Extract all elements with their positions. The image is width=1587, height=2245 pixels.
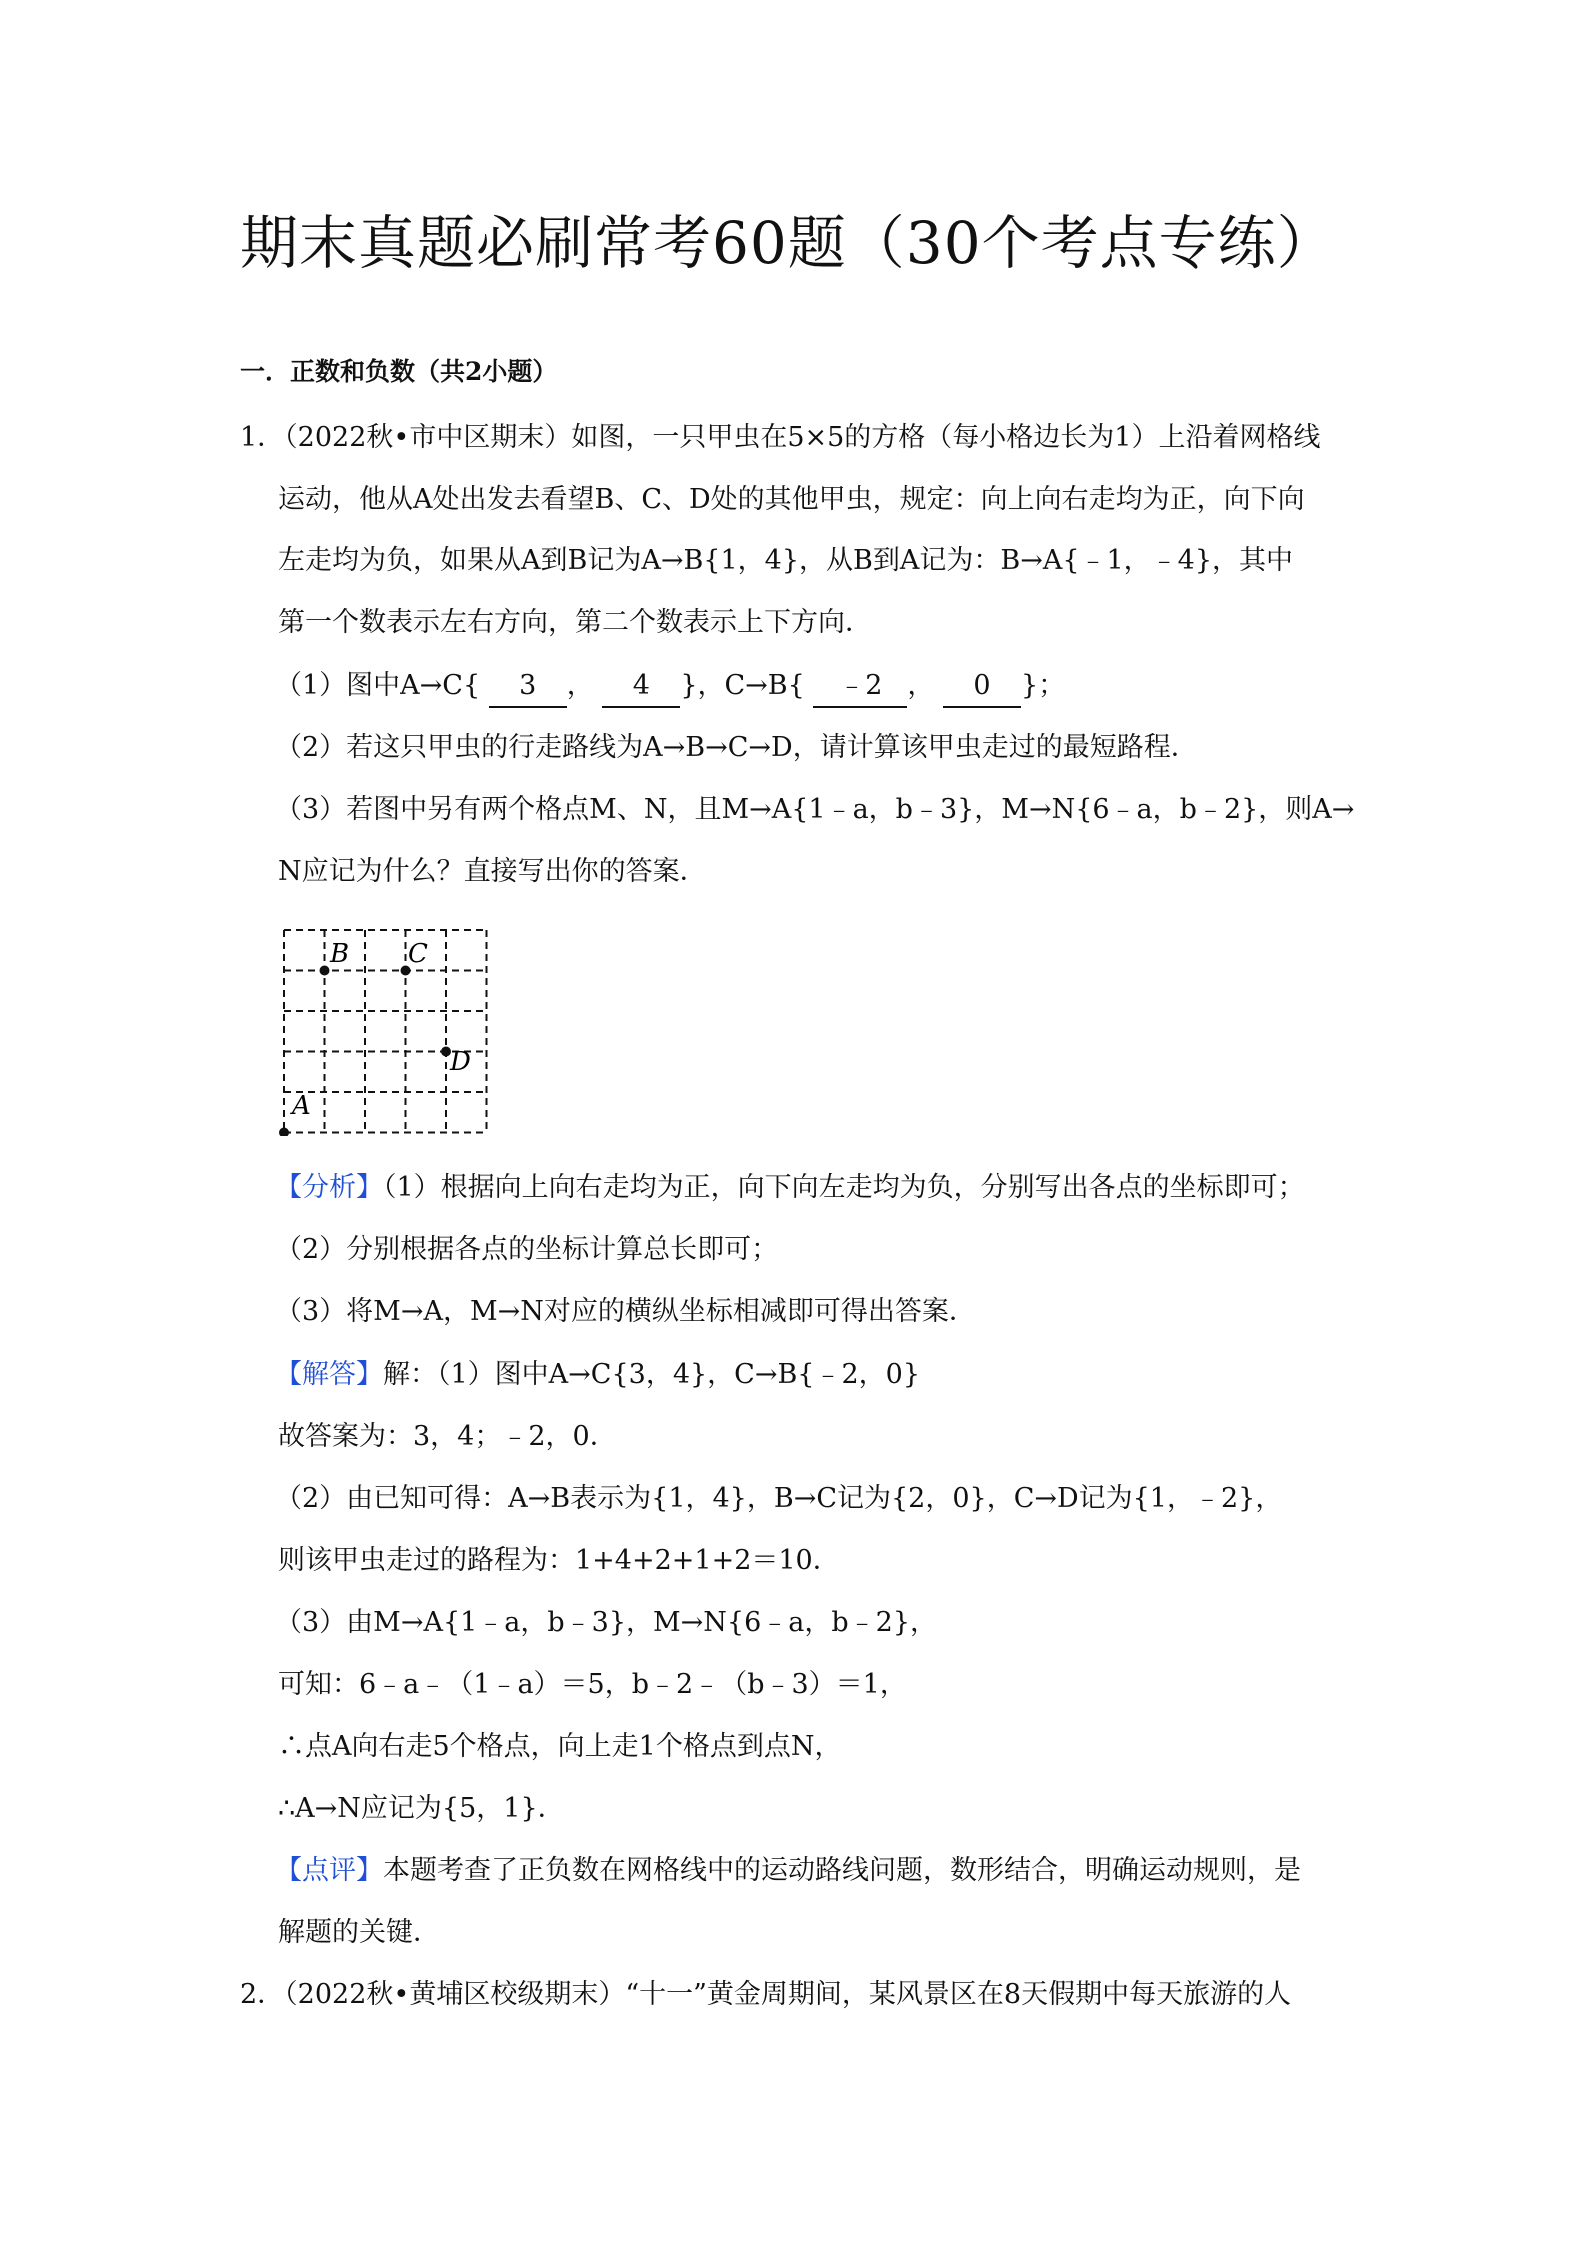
q1-part1-suffix: }； bbox=[1021, 670, 1066, 701]
solution-line-6: 可知：6﹣a﹣（1﹣a）＝5，b﹣2﹣（b﹣3）＝1， bbox=[278, 1669, 907, 1700]
q1-part-2: （2）若这只甲虫的行走路线为A→B→C→D，请计算该甲虫走过的最短路程． bbox=[275, 732, 1198, 763]
analysis-text-1: （1）根据向上向右走均为正，向下向左走均为负，分别写出各点的坐标即可； bbox=[383, 1172, 1305, 1203]
solution-line-7: ∴点A向右走5个格点，向上走1个格点到点N， bbox=[278, 1731, 842, 1762]
analysis-line-1 bbox=[275, 1168, 1305, 1208]
q1-line-3: 左走均为负，如果从A到B记为A→B{1，4}，从B到A记为：B→A{﹣1，﹣4}，其中 bbox=[278, 545, 1294, 576]
analysis-line-3: （3）将M→A，M→N对应的横纵坐标相减即可得出答案． bbox=[275, 1296, 976, 1327]
point-A bbox=[279, 1128, 289, 1137]
page-title: 期末真题必刷常考60题（30个考点专练） bbox=[240, 209, 1336, 277]
comment-tag: 【点评】 bbox=[275, 1855, 383, 1886]
analysis-line-2: （2）分别根据各点的坐标计算总长即可； bbox=[275, 1234, 779, 1265]
grid-svg bbox=[276, 926, 502, 1136]
q1-part1-prefix: （1）图中A→C{ bbox=[275, 670, 481, 701]
solution-line-2: 故答案为：3，4；﹣2，0． bbox=[278, 1421, 617, 1452]
label-A: A bbox=[292, 1091, 311, 1121]
answer-blank-4: 0 bbox=[943, 666, 1021, 708]
q1-line-2: 运动，他从A处出发去看望B、C、D处的其他甲虫，规定：向上向右走均为正，向下向 bbox=[278, 484, 1305, 515]
solution-line-3: （2）由已知可得：A→B表示为{1，4}，B→C记为{2，0}，C→D记为{1，﹣2}， bbox=[275, 1483, 1283, 1514]
analysis-tag: 【分析】 bbox=[275, 1172, 383, 1203]
q1-part-3-line-1: （3）若图中另有两个格点M、N，且M→A{1﹣a，b﹣3}，M→N{6﹣a，b﹣2}，则A→ bbox=[275, 794, 1355, 825]
label-C: C bbox=[408, 939, 428, 969]
solution-tag: 【解答】 bbox=[275, 1359, 383, 1390]
q1-part-3-line-2: N应记为什么？直接写出你的答案． bbox=[278, 856, 707, 887]
comment-text-1: 本题考查了正负数在网格线中的运动路线问题，数形结合，明确运动规则，是 bbox=[383, 1855, 1301, 1886]
answer-blank-2: 4 bbox=[602, 666, 680, 708]
solution-line-8: ∴A→N应记为{5，1}． bbox=[278, 1793, 565, 1824]
q1-line-1: 1．（2022秋•市中区期末）如图，一只甲虫在5×5的方格（每小格边长为1）上沿着网格线 bbox=[240, 422, 1321, 453]
comment-line-1 bbox=[275, 1851, 1301, 1891]
comment-line-2: 解题的关键． bbox=[278, 1917, 440, 1948]
grid-figure bbox=[276, 926, 502, 1136]
q2-line-1: 2．（2022秋•黄埔区校级期末）“十一”黄金周期间，某风景区在8天假期中每天旅游的人 bbox=[240, 1979, 1292, 2010]
grid-lines bbox=[284, 930, 487, 1133]
solution-text-1: 解：（1）图中A→C{3，4}，C→B{﹣2，0} bbox=[383, 1359, 921, 1390]
q1-part-1: （1）图中A→C{ 3 ， 4 }，C→B{ ﹣2 ， 0 }； bbox=[275, 666, 1065, 708]
q1-part1-mid: }，C→B{ bbox=[680, 670, 805, 701]
solution-line-1 bbox=[275, 1355, 920, 1395]
solution-line-5: （3）由M→A{1﹣a，b﹣3}，M→N{6﹣a，b﹣2}， bbox=[275, 1607, 938, 1638]
label-B: B bbox=[330, 939, 350, 969]
label-D: D bbox=[450, 1047, 471, 1077]
answer-blank-3: ﹣2 bbox=[813, 666, 907, 708]
section-heading: 一．正数和负数（共2小题） bbox=[240, 357, 558, 386]
q1-line-4: 第一个数表示左右方向，第二个数表示上下方向． bbox=[278, 607, 872, 638]
point-B bbox=[320, 966, 330, 976]
solution-line-4: 则该甲虫走过的路程为：1+4+2+1+2＝10． bbox=[278, 1545, 840, 1576]
answer-blank-1: 3 bbox=[489, 666, 567, 708]
